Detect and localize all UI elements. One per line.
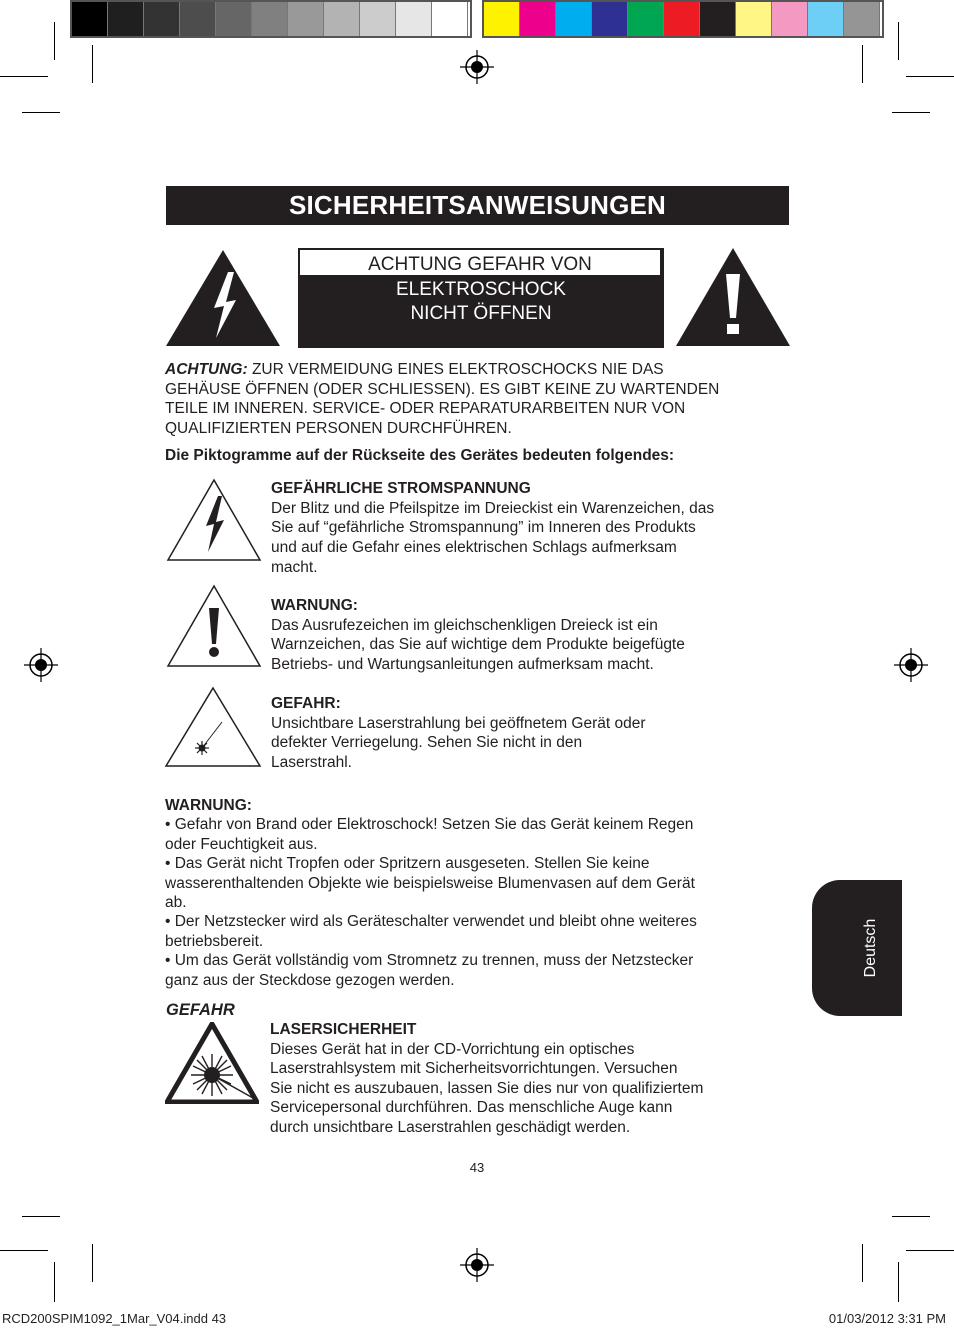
lightning-triangle-icon <box>164 248 282 348</box>
crop-mark <box>898 1262 899 1302</box>
pictogram-description <box>271 479 791 578</box>
footer-date: 01/03/2012 3:31 PM <box>828 1311 946 1326</box>
pictogram-heading: GEFÄHRLICHE STROMSPANNUNG <box>271 480 531 497</box>
pictogram-text: und auf die Gefahr eines elektrischen Schlags aufmerksam <box>271 539 677 557</box>
crop-mark <box>92 45 93 83</box>
crop-mark <box>892 112 930 113</box>
color-swatch <box>628 2 664 36</box>
language-tab-label: Deutsch <box>862 918 879 978</box>
laser-danger-label: GEFAHR <box>166 1001 235 1019</box>
pictograms-intro: Die Piktogramme auf der Rückseite des Gerätes bedeuten folgendes: <box>165 447 675 464</box>
exclamation-triangle-icon <box>166 584 262 668</box>
color-swatch <box>556 2 592 36</box>
color-swatch <box>664 2 700 36</box>
color-swatch <box>396 2 432 36</box>
warnings-line: oder Feuchtigkeit aus. <box>165 835 318 853</box>
color-swatch <box>324 2 360 36</box>
warning-line-1: ACHTUNG GEFAHR VON <box>300 250 660 275</box>
caution-text: GEHÄUSE ÖFFNEN (ODER SCHLIESSEN). ES GIBT KEINE ZU WARTENDEN <box>165 380 720 398</box>
crop-mark <box>862 1244 863 1282</box>
color-swatch <box>108 2 144 36</box>
color-swatch <box>592 2 628 36</box>
caution-label: ACHTUNG: <box>165 361 248 378</box>
pictogram-description <box>271 596 791 675</box>
warnings-line: • Um das Gerät vollständig vom Stromnetz zu trennen, muss der Netzstecker <box>165 952 694 970</box>
color-swatch <box>700 2 736 36</box>
caution-text: QUALIFIZIERTEN PERSONEN DURCHFÜHREN. <box>165 420 512 438</box>
pictogram-heading: GEFAHR: <box>271 695 341 712</box>
laser-text: Servicepersonal durchführen. Das menschliche Auge kann <box>270 1099 673 1117</box>
caution-paragraph <box>165 360 790 439</box>
crop-mark <box>54 1262 55 1302</box>
pictogram-text: Unsichtbare Laserstrahlung bei geöffnetem Gerät oder <box>271 714 646 732</box>
caution-text: TEILE IM INNEREN. SERVICE- ODER REPARATURARBEITEN NUR VON <box>165 400 686 418</box>
page-number: 43 <box>469 1160 485 1175</box>
laser-text: Dieses Gerät hat in der CD-Vorrichtung ein optisches <box>270 1040 635 1058</box>
pictogram-text: defekter Verriegelung. Sehen Sie nicht in den <box>271 734 583 752</box>
grayscale-color-bar <box>70 0 472 38</box>
pictogram-heading: WARNUNG: <box>271 597 358 614</box>
warning-line-2: ELEKTROSCHOCK <box>396 279 566 300</box>
color-swatch <box>772 2 808 36</box>
color-swatch <box>808 2 844 36</box>
crop-mark <box>0 1250 48 1251</box>
color-swatch <box>180 2 216 36</box>
color-swatch <box>520 2 556 36</box>
pictogram-text: Sie auf “gefährliche Stromspannung” im Inneren des Produkts <box>271 519 696 537</box>
warnings-line: ab. <box>165 894 187 912</box>
registration-mark-icon <box>24 648 58 682</box>
crop-mark <box>898 22 899 60</box>
language-tab <box>812 880 902 1016</box>
pictogram-text: Laserstrahl. <box>271 754 352 772</box>
process-color-bar <box>482 0 884 38</box>
crop-mark <box>54 22 55 60</box>
shock-warning-box <box>298 248 664 348</box>
caution-text: ZUR VERMEIDUNG EINES ELEKTROSCHOCKS NIE DAS <box>247 361 664 378</box>
warnings-line: betriebsbereit. <box>165 932 264 950</box>
laser-radiation-icon <box>165 1022 259 1104</box>
warnings-heading: WARNUNG: <box>165 797 252 814</box>
pictogram-text: macht. <box>271 558 318 576</box>
exclamation-triangle-icon <box>674 246 792 348</box>
color-swatch <box>72 2 108 36</box>
warnings-line: • Der Netzstecker wird als Geräteschalter verwendet und bleibt ohne weiteres <box>165 913 697 931</box>
pictogram-text: Betriebs- und Wartungsanleitungen aufmerksam macht. <box>271 656 654 674</box>
color-swatch <box>216 2 252 36</box>
laser-text: Laserstrahlsystem mit Sicherheitsvorrichtungen. Versuchen <box>270 1060 678 1078</box>
registration-mark-icon <box>460 1248 494 1282</box>
laser-safety-heading: LASERSICHERHEIT <box>270 1021 417 1038</box>
laser-text: durch unsichtbare Laserstrahlen geschädigt werden. <box>270 1118 631 1136</box>
footer-file-info: RCD200SPIM1092_1Mar_V04.indd 43 <box>2 1311 227 1326</box>
warnings-line: • Gefahr von Brand oder Elektroschock! Setzen Sie das Gerät keinem Regen <box>165 816 694 834</box>
laser-text: Sie nicht es auszubauen, lassen Sie dies nur von qualifiziertem <box>270 1079 704 1097</box>
pictogram-description <box>271 694 791 773</box>
color-swatch <box>288 2 324 36</box>
warnings-line: wasserenthaltenden Objekte wie beispielsweise Blumenvasen auf dem Gerät <box>165 874 695 892</box>
color-swatch <box>432 2 468 36</box>
pictogram-text: Der Blitz und die Pfeilspitze im Dreieckist ein Warenzeichen, das <box>271 499 715 517</box>
laser-triangle-icon <box>164 686 262 768</box>
laser-safety-description <box>270 1020 790 1138</box>
crop-mark <box>0 76 48 77</box>
registration-mark-icon <box>894 648 928 682</box>
warnings-section <box>165 796 790 990</box>
page-title: SICHERHEITSANWEISUNGEN <box>166 186 789 225</box>
color-swatch <box>484 2 520 36</box>
warnings-line: ganz aus der Steckdose gezogen werden. <box>165 971 455 989</box>
warning-line-3: NICHT ÖFFNEN <box>410 303 552 324</box>
crop-mark <box>892 1216 930 1217</box>
crop-mark <box>22 1216 60 1217</box>
color-swatch <box>252 2 288 36</box>
color-swatch <box>360 2 396 36</box>
warnings-line: • Das Gerät nicht Tropfen oder Spritzern ausgeseten. Stellen Sie keine <box>165 855 650 873</box>
color-swatch <box>144 2 180 36</box>
color-swatch <box>844 2 880 36</box>
registration-mark-icon <box>460 50 494 84</box>
crop-mark <box>906 76 954 77</box>
crop-mark <box>92 1244 93 1282</box>
pictogram-text: Warnzeichen, das Sie auf wichtige dem Produkte beigefügte <box>271 636 685 654</box>
crop-mark <box>22 112 60 113</box>
pictogram-text: Das Ausrufezeichen im gleichschenkligen Dreieck ist ein <box>271 616 658 634</box>
crop-mark <box>862 45 863 83</box>
lightning-triangle-icon <box>166 478 262 562</box>
crop-mark <box>906 1250 954 1251</box>
color-swatch <box>736 2 772 36</box>
